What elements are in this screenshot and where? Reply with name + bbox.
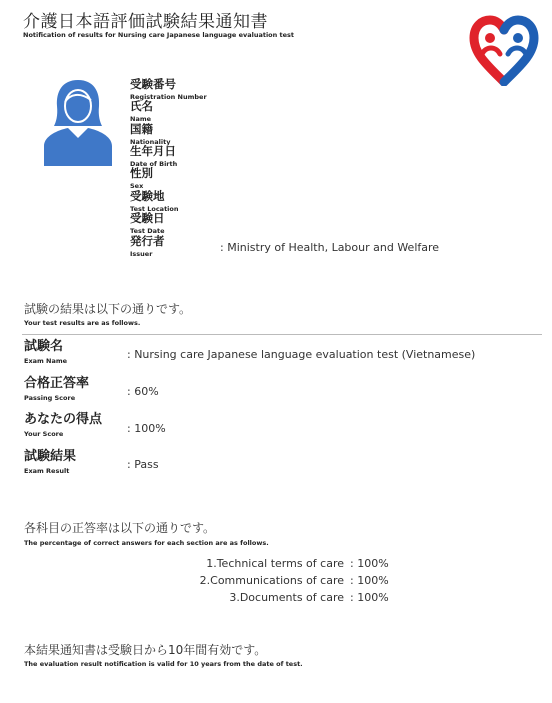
- result-exam-result-label: 試験結果: [24, 449, 77, 464]
- result-passing-score-label: 合格正答率: [24, 376, 90, 391]
- result-your-score-label-en: Your Score: [24, 430, 64, 438]
- field-dob-label: 生年月日: [130, 144, 176, 158]
- result-exam-result-label-en: Exam Result: [24, 467, 70, 475]
- sections-intro: 各科目の正答率は以下の通りです。: [24, 521, 216, 535]
- divider: [22, 334, 542, 335]
- field-sex-label-en: Sex: [130, 182, 144, 190]
- sections-intro-en: The percentage of correct answers for each section are as follows.: [24, 539, 269, 547]
- avatar: [44, 76, 112, 166]
- section-name: 1.Technical terms of care: [206, 557, 344, 570]
- results-intro-en: Your test results are as follows.: [24, 319, 141, 327]
- field-test-location-label-en: Test Location: [130, 205, 179, 213]
- issuer-value: : Ministry of Health, Labour and Welfare: [220, 241, 440, 254]
- page-subtitle: Notification of results for Nursing care Japanese language evaluation test: [23, 31, 295, 39]
- page-title: 介護日本語評価試験結果通知書: [23, 12, 268, 32]
- validity-note-en: The evaluation result notification is valid for 10 years from the date of test.: [24, 660, 303, 668]
- result-passing-score-label-en: Passing Score: [24, 394, 76, 402]
- field-test-date-label-en: Test Date: [130, 227, 165, 235]
- field-name-label: 氏名: [130, 99, 153, 113]
- section-score: : 100%: [350, 591, 389, 604]
- result-exam-name-value: : Nursing care Japanese language evaluation test (Vietnamese): [127, 348, 476, 361]
- field-name-label-en: Name: [130, 115, 152, 123]
- result-exam-result-value: : Pass: [127, 458, 159, 471]
- field-registration-number-label: 受験番号: [130, 77, 176, 91]
- result-exam-name-label-en: Exam Name: [24, 357, 68, 365]
- field-test-date-label: 受験日: [130, 211, 165, 225]
- result-exam-name-label: 試験名: [24, 339, 64, 354]
- section-name: 2.Communications of care: [199, 574, 344, 587]
- field-issuer-label-en: Issuer: [130, 250, 153, 258]
- field-sex-label: 性別: [130, 166, 153, 180]
- result-your-score-value: : 100%: [127, 422, 166, 435]
- field-dob-label-en: Date of Birth: [130, 160, 178, 168]
- field-test-location-label: 受験地: [130, 189, 165, 203]
- result-your-score-label: あなたの得点: [24, 412, 103, 427]
- results-intro: 試験の結果は以下の通りです。: [24, 302, 192, 316]
- field-nationality-label-en: Nationality: [130, 138, 171, 146]
- validity-note: 本結果通知書は受験日から10年間有効です。: [24, 643, 267, 657]
- section-name: 3.Documents of care: [229, 591, 344, 604]
- result-passing-score-value: : 60%: [127, 385, 159, 398]
- section-score: : 100%: [350, 557, 389, 570]
- ministry-logo: [468, 8, 540, 86]
- field-nationality-label: 国籍: [130, 122, 153, 136]
- section-score: : 100%: [350, 574, 389, 587]
- field-issuer-label: 発行者: [130, 234, 165, 248]
- field-registration-number-label-en: Registration Number: [130, 93, 207, 101]
